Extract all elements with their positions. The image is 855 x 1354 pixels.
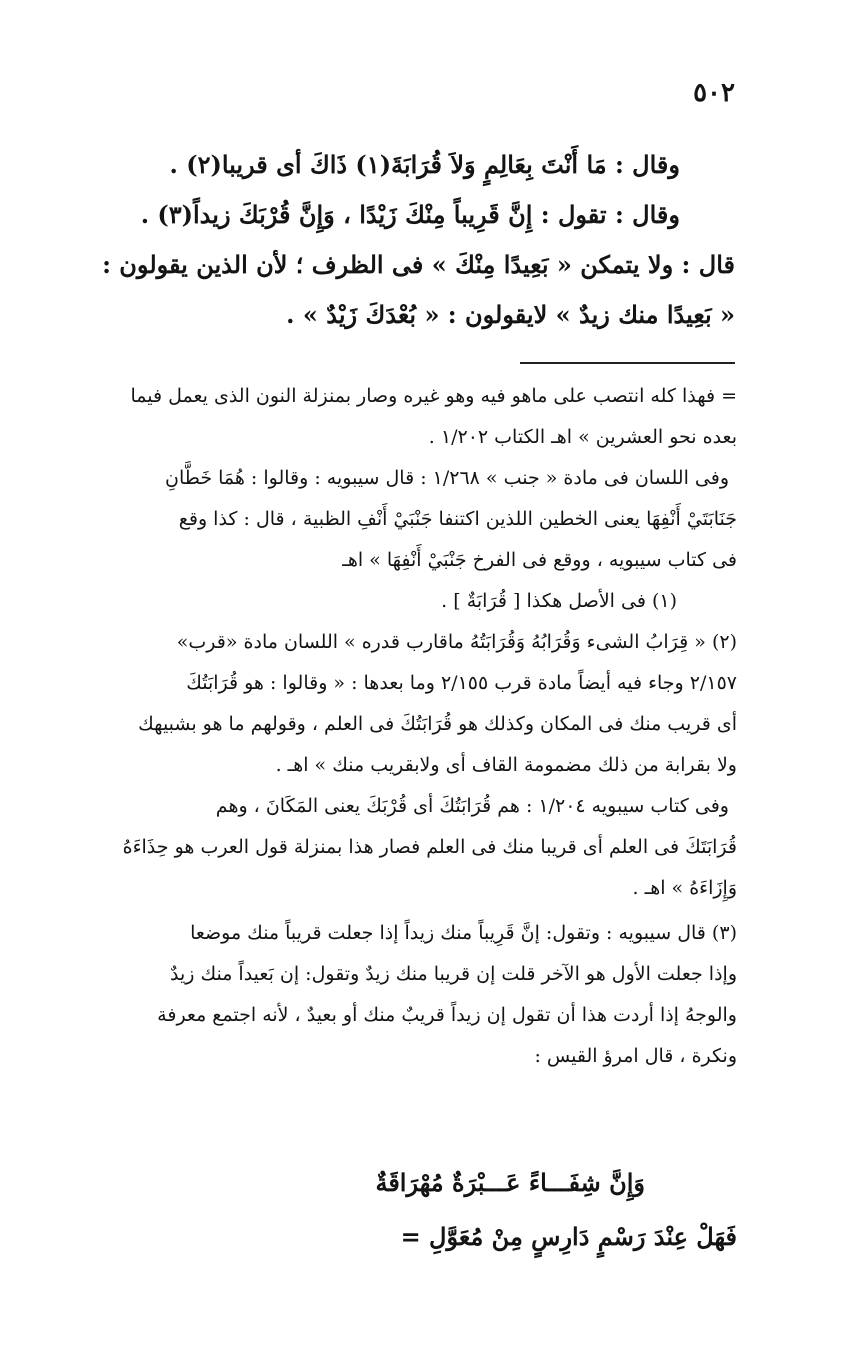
footnote-separator xyxy=(520,362,735,364)
footnote-1: (١) فى الأصل هكذا [ قُرَابَةٌ ] . xyxy=(441,590,677,612)
footnote-line: ٢/١٥٧ وجاء فيه أيضاً مادة قرب ٢/١٥٥ وما بعدها : « وقالوا : هو قُرَابَتُكَ xyxy=(186,672,737,694)
footnote-line: قُرَابَتَكَ فى العلم أى قريبا منك فى العلم فصار هذا بمنزلة قول العرب هو حِذَاءَهُ xyxy=(122,836,737,858)
footnote-line: ولا بقرابة من ذلك مضمومة القاف أى ولابقريب منك » اهـ . xyxy=(275,754,737,776)
footnote-line: وفى كتاب سيبويه ١/٢٠٤ : هم قُرَابَتُكَ أى قُرْبَكَ يعنى المَكَانَ ، وهم xyxy=(215,795,729,817)
footnote-line: والوجهُ إذا أردت هذا أن تقول إن زيداً قريبٌ منك أو بعيدٌ ، لأنه اجتمع معرفة xyxy=(157,1004,737,1026)
footnote-line: أى قريب منك فى المكان وكذلك هو قُرَابَتُكَ فى العلم ، وقولهم ما هو بشبيهك xyxy=(138,713,737,735)
footnote-2: (٢) « قِرَابُ الشىء وَقُرَابُهُ وَقُرَابَتُهُ ماقارب قدره » اللسان مادة «قرب» xyxy=(176,631,737,653)
verse-line-2: فَهَلْ عِنْدَ رَسْمٍ دَارِسٍ مِنْ مُعَوَّلِ = xyxy=(400,1222,737,1251)
page-number: ٥٠٢ xyxy=(693,78,735,108)
footnote-line: وإذا جعلت الأول هو الآخر قلت إن قريبا منك زيدٌ وتقول: إن بَعيداً منك زيدٌ xyxy=(169,963,737,985)
footnote-line: فى كتاب سيبويه ، ووقع فى الفرخ جَنْبَيْ أَنْفِهَا » اهـ xyxy=(342,549,737,571)
footnote-line: بعده نحو العشرين » اهـ الكتاب ١/٢٠٢ . xyxy=(428,426,737,448)
footnote-3: (٣) قال سيبويه : وتقول: إنَّ قَرِيباً منك زيداً إذا جعلت قريباً منك موضعا xyxy=(190,922,737,944)
main-text-line: وقال : مَا أَنْتَ بِعَالِمٍ وَلاَ قُرَابَةَ(١) ذَاكَ أى قريبا(٢) . xyxy=(169,150,680,179)
verse-line-1: وَإِنَّ شِفَـــاءً عَـــبْرَةٌ مُهْرَاقَةٌ xyxy=(375,1168,645,1197)
main-text-line: « بَعِيدًا منك زيدٌ » لايقولون : « بُعْدَكَ زَيْدٌ » . xyxy=(286,300,735,329)
footnote-line: ونكرة ، قال امرؤ القيس : xyxy=(534,1045,737,1067)
footnote-line: وَإِزَاءَهُ » اهـ . xyxy=(632,877,737,899)
footnote-line: وفى اللسان فى مادة « جنب » ١/٢٦٨ : قال سيبويه : وقالوا : هُمَا خَطَّانِ xyxy=(164,467,729,489)
main-text-line: قال : ولا يتمكن « بَعِيدًا مِنْكَ » فى الظرف ؛ لأن الذين يقولون : xyxy=(102,250,735,279)
footnote-line: جَنَابَتَيْ أَنْفِهَا يعنى الخطين اللذين اكتنفا جَنْبَيْ أَنْفِ الظبية ، قال : كذا وقع xyxy=(178,508,737,530)
footnote-line: = فهذا كله انتصب على ماهو فيه وهو غيره وصار بمنزلة النون الذى يعمل فيما xyxy=(130,385,737,407)
main-text-block xyxy=(102,140,735,340)
footnotes-block xyxy=(117,376,737,1077)
main-text-line: وقال : تقول : إِنَّ قَرِيباً مِنْكَ زَيْدًا ، وَإِنَّ قُرْبَكَ زيداً(٣) . xyxy=(140,200,680,229)
